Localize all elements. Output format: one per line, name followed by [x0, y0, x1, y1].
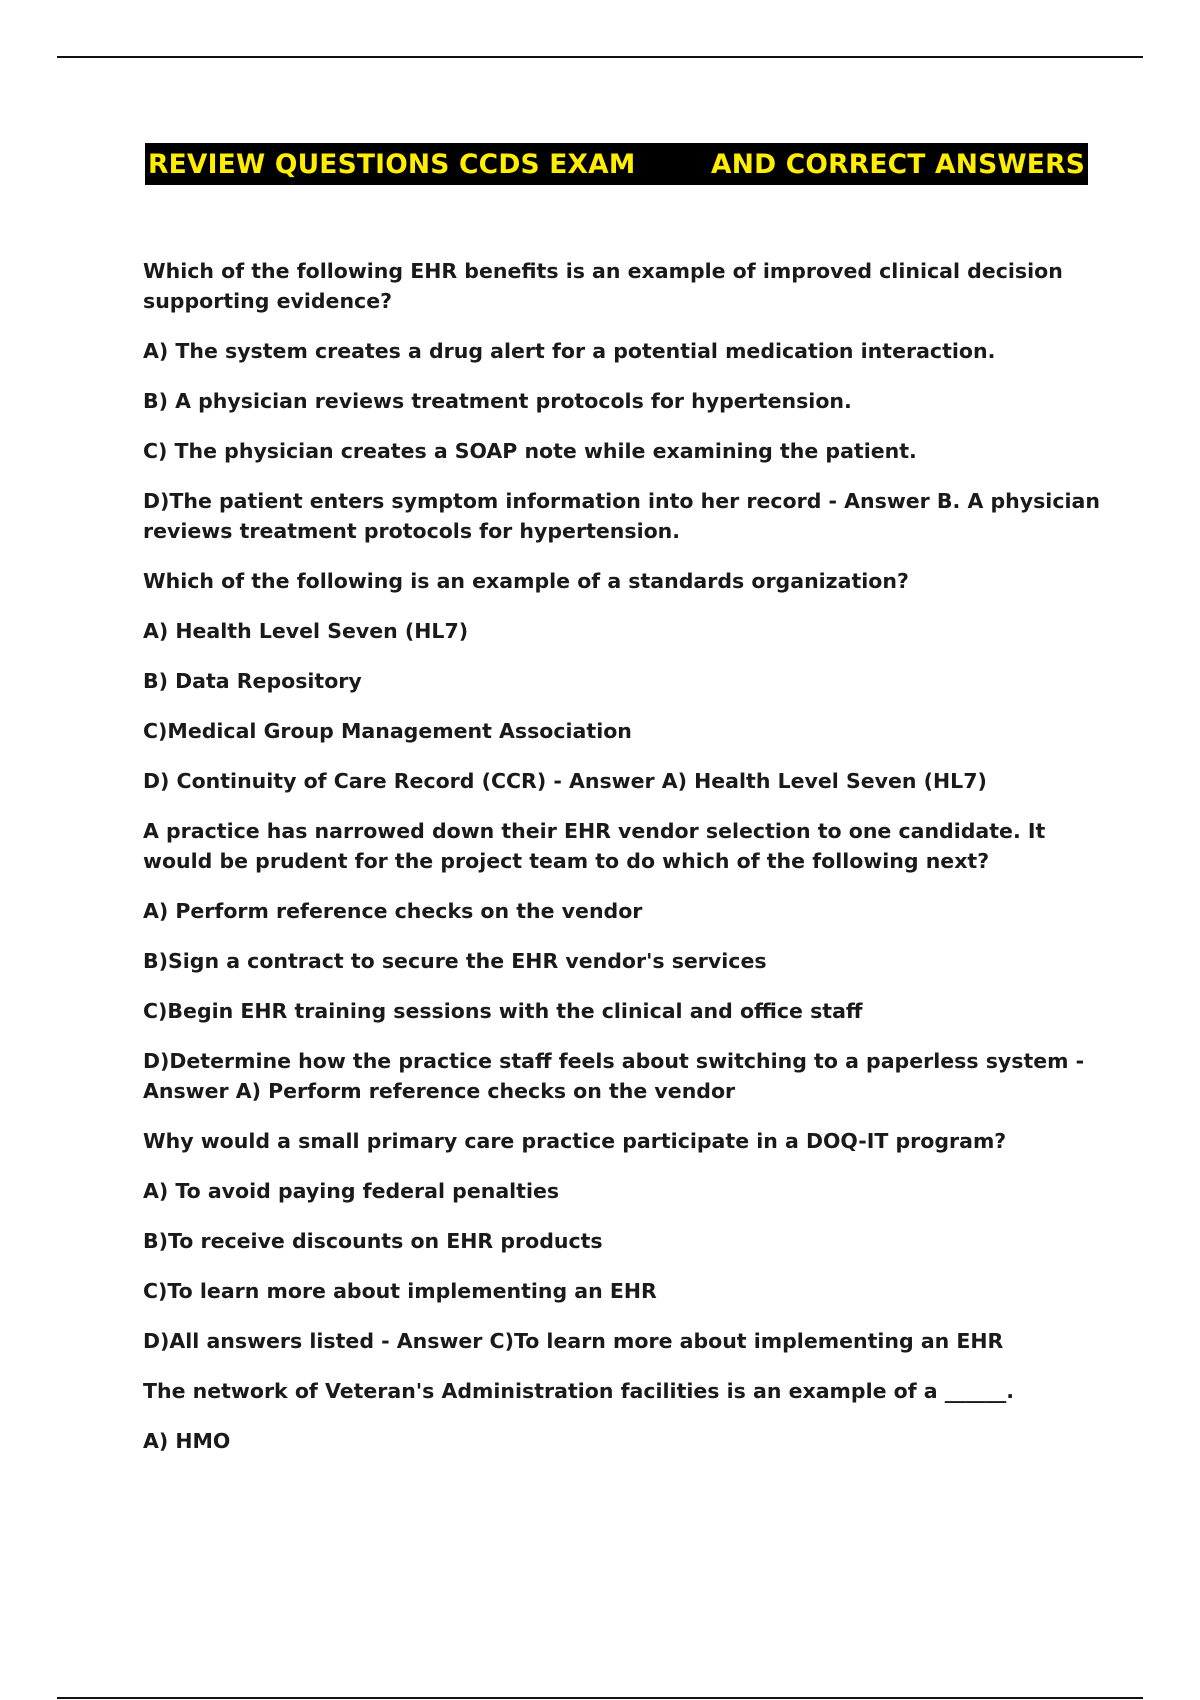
q3-text: A practice has narrowed down their EHR vendor selection to one candidate. It would be prudent for the project team to do which of the following next? — [143, 819, 1046, 873]
q4-option-b: B)To receive discounts on EHR products — [143, 1229, 603, 1253]
q1-option-d-answer: D)The patient enters symptom information into her record - Answer B. A physician reviews treatment protocols for hypertension. — [143, 489, 1100, 543]
question-list — [143, 256, 1103, 1476]
bottom-rule — [57, 1697, 1143, 1699]
q2-option-a: A) Health Level Seven (HL7) — [143, 619, 469, 643]
q5-text: The network of Veteran's Administration facilities is an example of a ______. — [143, 1379, 1015, 1403]
document-title — [145, 143, 1088, 185]
q4-option-c: C)To learn more about implementing an EHR — [143, 1279, 657, 1303]
q1-option-c: C) The physician creates a SOAP note while examining the patient. — [143, 439, 917, 463]
title-right: AND CORRECT ANSWERS — [711, 148, 1085, 180]
q2-option-c: C)Medical Group Management Association — [143, 719, 632, 743]
q5-option-a: A) HMO — [143, 1429, 231, 1453]
q2-option-b: B) Data Repository — [143, 669, 362, 693]
q1-option-a: A) The system creates a drug alert for a potential medication interaction. — [143, 339, 996, 363]
q2-option-d-answer: D) Continuity of Care Record (CCR) - Answer A) Health Level Seven (HL7) — [143, 769, 987, 793]
title-left: REVIEW QUESTIONS CCDS EXAM — [148, 148, 636, 180]
q3-option-d-answer: D)Determine how the practice staff feels about switching to a paperless system - Answer A) Perform reference checks on the vendor — [143, 1049, 1085, 1103]
q3-option-b: B)Sign a contract to secure the EHR vendor's services — [143, 949, 767, 973]
q1-option-b: B) A physician reviews treatment protocols for hypertension. — [143, 389, 852, 413]
q2-text: Which of the following is an example of a standards organization? — [143, 569, 909, 593]
q1-text: Which of the following EHR benefits is an example of improved clinical decision supporting evidence? — [143, 259, 1063, 313]
q3-option-a: A) Perform reference checks on the vendor — [143, 899, 643, 923]
q4-text: Why would a small primary care practice participate in a DOQ-IT program? — [143, 1129, 1007, 1153]
q4-option-d-answer: D)All answers listed - Answer C)To learn more about implementing an EHR — [143, 1329, 1004, 1353]
top-rule — [57, 56, 1143, 58]
q4-option-a: A) To avoid paying federal penalties — [143, 1179, 560, 1203]
q3-option-c: C)Begin EHR training sessions with the clinical and office staff — [143, 999, 863, 1023]
